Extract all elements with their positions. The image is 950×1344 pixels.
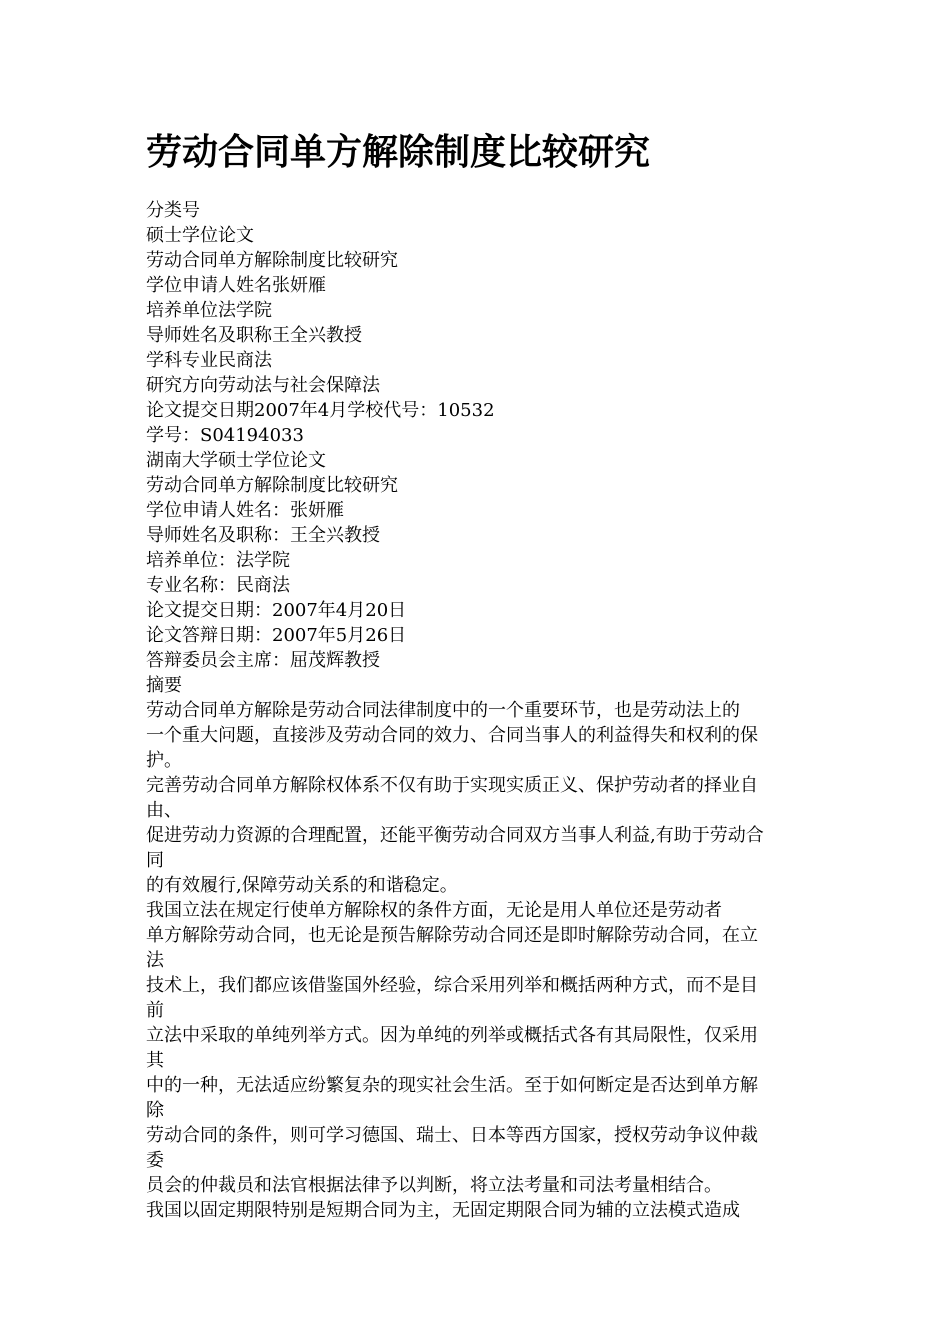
- text-line: 论文提交日期：2007年4月20日: [146, 600, 407, 621]
- text-line: 学号：S04194033: [146, 425, 304, 446]
- text-line: 硕士学位论文: [146, 225, 254, 246]
- text-line: 立法中采取的单纯列举方式。因为单纯的列举或概括式各有其局限性，仅采用: [146, 1025, 758, 1046]
- text-line: 论文答辩日期：2007年5月26日: [146, 625, 407, 646]
- text-line: 导师姓名及职称王全兴教授: [146, 325, 362, 346]
- text-line: 劳动合同单方解除是劳动合同法律制度中的一个重要环节，也是劳动法上的: [146, 700, 740, 721]
- text-line: 我国立法在规定行使单方解除权的条件方面，无论是用人单位还是劳动者: [146, 900, 722, 921]
- text-line: 学位申请人姓名张妍雁: [146, 275, 326, 296]
- text-line: 论文提交日期2007年4月学校代号：10532: [146, 400, 495, 421]
- text-line: 同: [146, 850, 164, 871]
- text-line: 一个重大问题，直接涉及劳动合同的效力、合同当事人的利益得失和权利的保: [146, 725, 758, 746]
- text-line: 专业名称：民商法: [146, 575, 290, 596]
- text-line: 劳动合同单方解除制度比较研究: [146, 475, 398, 496]
- text-line: 前: [146, 1000, 164, 1021]
- text-line: 员会的仲裁员和法官根据法律予以判断，将立法考量和司法考量相结合。: [146, 1175, 722, 1196]
- text-line: 培养单位：法学院: [146, 550, 290, 571]
- text-line: 中的一种，无法适应纷繁复杂的现实社会生活。至于如何断定是否达到单方解: [146, 1075, 758, 1096]
- text-line: 技术上，我们都应该借鉴国外经验，综合采用列举和概括两种方式，而不是目: [146, 975, 758, 996]
- text-line: 劳动合同单方解除制度比较研究: [146, 250, 398, 271]
- document-body: [146, 198, 811, 1223]
- text-line: 劳动合同的条件，则可学习德国、瑞士、日本等西方国家，授权劳动争议仲裁: [146, 1125, 758, 1146]
- text-line: 学科专业民商法: [146, 350, 272, 371]
- text-line: 其: [146, 1050, 164, 1071]
- text-line: 我国以固定期限特别是短期合同为主，无固定期限合同为辅的立法模式造成: [146, 1200, 740, 1221]
- text-line: 单方解除劳动合同，也无论是预告解除劳动合同还是即时解除劳动合同，在立: [146, 925, 758, 946]
- text-line: 研究方向劳动法与社会保障法: [146, 375, 380, 396]
- text-line: 的有效履行,保障劳动关系的和谐稳定。: [146, 875, 458, 896]
- text-line: 由、: [146, 800, 182, 821]
- text-line: 除: [146, 1100, 164, 1121]
- text-line: 护。: [146, 750, 182, 771]
- text-line: 委: [146, 1150, 164, 1171]
- text-line: 培养单位法学院: [146, 300, 272, 321]
- text-line: 促进劳动力资源的合理配置，还能平衡劳动合同双方当事人利益,有助于劳动合: [146, 825, 764, 846]
- text-line: 湖南大学硕士学位论文: [146, 450, 326, 471]
- text-line: 答辩委员会主席：屈茂辉教授: [146, 650, 380, 671]
- text-line: 摘要: [146, 675, 182, 696]
- text-line: 法: [146, 950, 164, 971]
- text-line: 分类号: [146, 200, 200, 221]
- text-line: 导师姓名及职称：王全兴教授: [146, 525, 380, 546]
- text-line: 完善劳动合同单方解除权体系不仅有助于实现实质正义、保护劳动者的择业自: [146, 775, 758, 796]
- document-title: 劳动合同单方解除制度比较研究: [146, 131, 651, 173]
- text-line: 学位申请人姓名：张妍雁: [146, 500, 344, 521]
